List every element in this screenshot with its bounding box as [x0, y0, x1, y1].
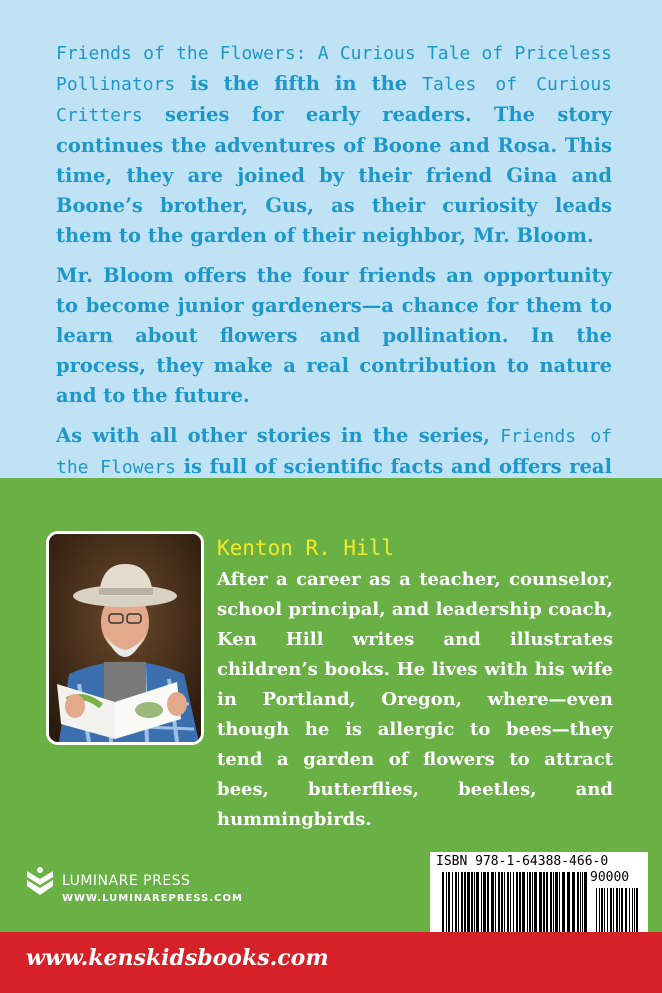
blurb-text: is the fifth in the: [175, 72, 423, 95]
author-website-link[interactable]: www.kenskidsbooks.com: [26, 945, 329, 971]
series-title: Tales of Curious Critters: [56, 74, 612, 126]
blurb-paragraph-1: [56, 38, 612, 251]
book-blurb: [56, 38, 612, 523]
author-photo: [46, 531, 204, 745]
isbn-text: ISBN 978-1-64388-466-0: [436, 854, 609, 869]
blurb-text: series for early readers. The story continues the adventures of Boone and Rosa. This time, they are joined by their friend Gina and Boone’s brother, Gus, as their curiosity leads them to the garden of their neighbor, Mr. Bloom.: [56, 103, 612, 247]
blurb-text: As with all other stories in the series,: [56, 424, 501, 447]
publisher-name: LUMINARE PRESS: [62, 873, 191, 889]
author-name: Kenton R. Hill: [217, 536, 395, 560]
luminare-logo-icon: [25, 865, 55, 899]
book-title: Friends of the Flowers: A Curious Tale of Priceless Pollinators: [56, 43, 612, 95]
book-title-inline: Friends of the Flowers: [56, 426, 613, 478]
price-code: 90000: [590, 870, 630, 885]
author-photo-illustration: [49, 534, 201, 742]
blurb-text: is full of scientific facts and offers real: [183, 455, 612, 478]
blurb-paragraph-2: Mr. Bloom offers the four friends an opportunity to become junior gardeners—a chance for them to learn about flowers and pollination. In the process, they make a real contribution to nature and to the future.: [56, 264, 612, 407]
publisher-url: WWW.LUMINAREPRESS.COM: [62, 893, 243, 904]
blurb-panel: [0, 0, 662, 478]
author-bio: After a career as a teacher, counselor, school principal, and leadership coach, Ken Hill writes and illustrates children’s books. He lives with his wife in Portland, Oregon, where—even though he is allergic to bees—they tend a garden of flowers to attract bees, butterflies, beetles, and hummingbirds.: [217, 569, 613, 830]
